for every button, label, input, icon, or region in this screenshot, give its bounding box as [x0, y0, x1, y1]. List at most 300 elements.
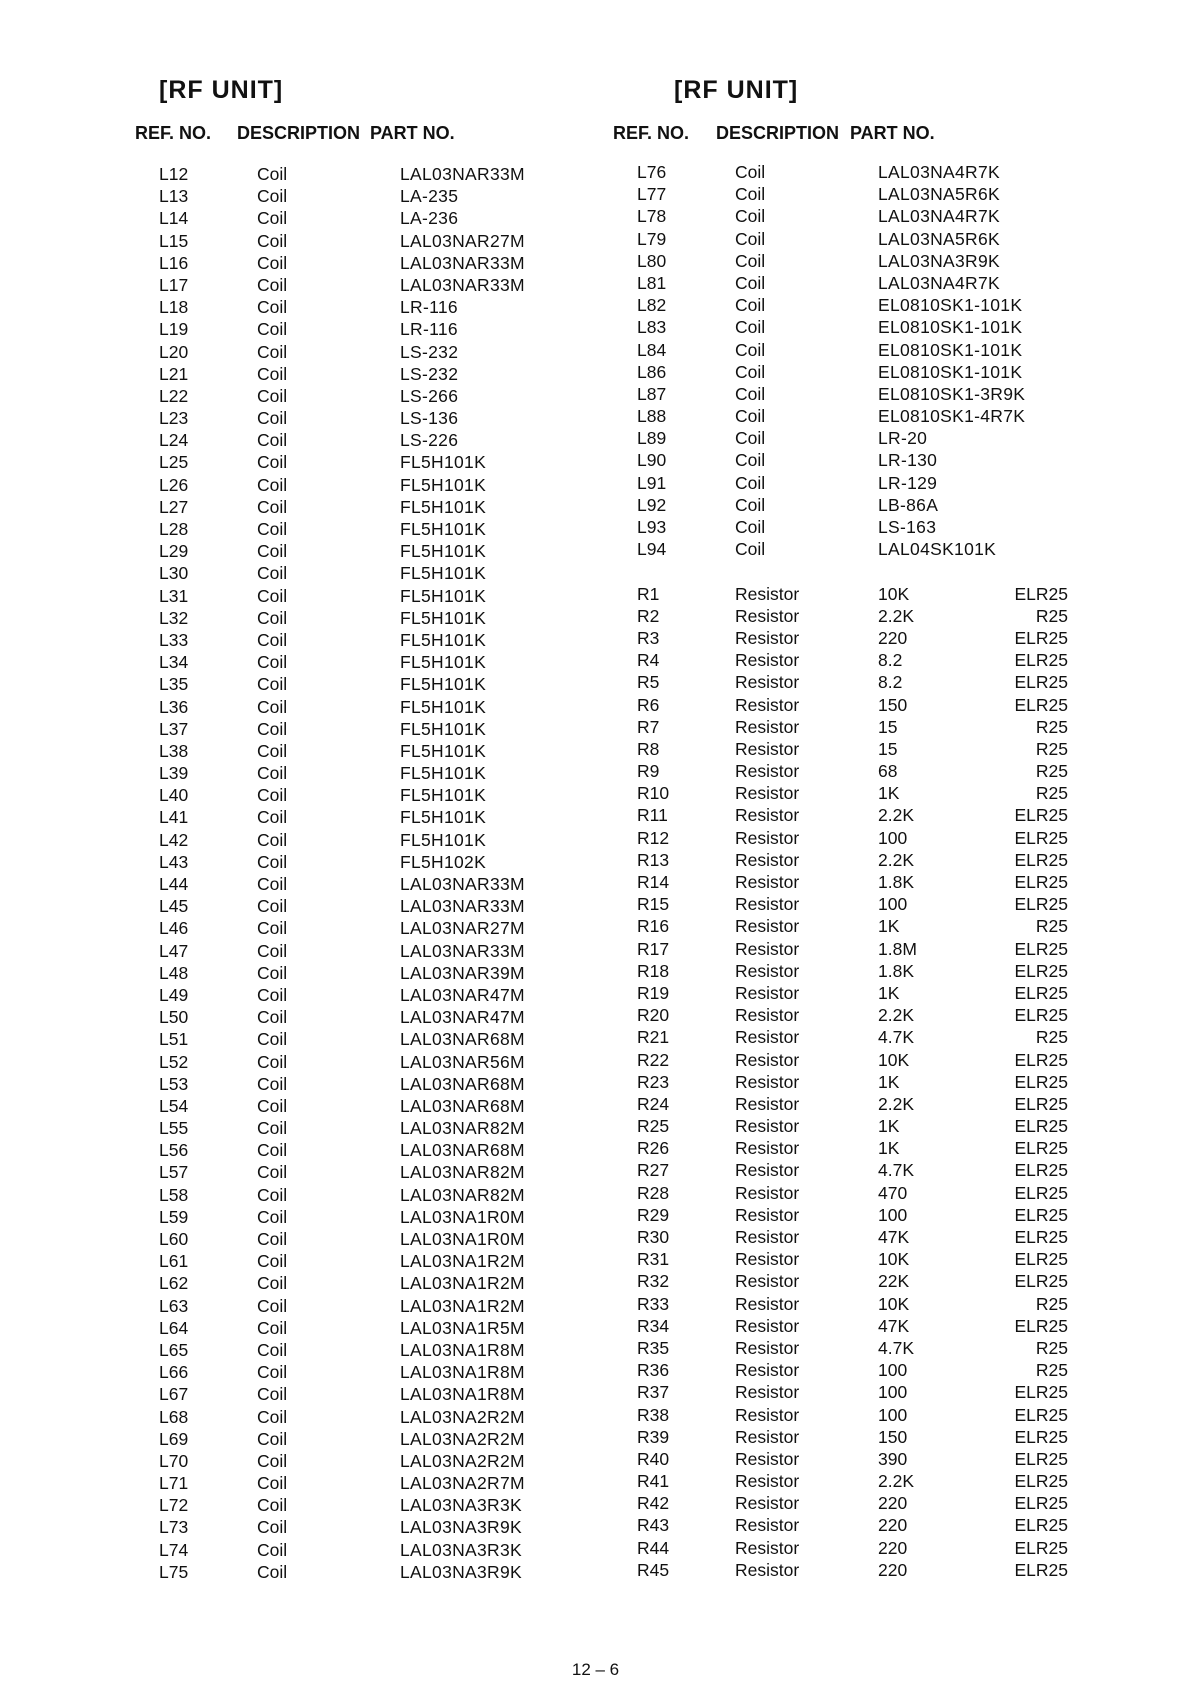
- resistor-type: ELR25: [1014, 1093, 1068, 1114]
- description: Coil: [257, 408, 288, 429]
- description: Coil: [257, 1384, 288, 1405]
- description: Coil: [257, 1406, 288, 1427]
- description: Resistor: [735, 1160, 800, 1181]
- header-description: DESCRIPTION: [716, 123, 840, 143]
- ref-no: R27: [637, 1160, 670, 1181]
- description: Resistor: [735, 783, 800, 804]
- resistor-value: 150: [878, 1426, 908, 1447]
- part-no: FL5H102K: [400, 851, 487, 872]
- ref-no: L57: [159, 1162, 189, 1183]
- ref-no: R37: [637, 1382, 670, 1403]
- description: Coil: [257, 385, 288, 406]
- resistor-value: 390: [878, 1448, 908, 1469]
- ref-no: L80: [637, 250, 667, 271]
- description: Coil: [257, 1561, 288, 1582]
- ref-no: L26: [159, 474, 189, 495]
- resistor-value: 470: [878, 1182, 908, 1203]
- description: Coil: [735, 383, 766, 404]
- part-no: LAL03NA3R3K: [400, 1539, 522, 1560]
- part-no: LR-116: [400, 319, 458, 340]
- description: Resistor: [735, 738, 800, 759]
- part-no: LAL03NA3R9K: [400, 1561, 522, 1582]
- ref-no: L19: [159, 319, 189, 340]
- part-no: LR-20: [878, 428, 928, 449]
- part-no: LAL03NA1R0M: [400, 1206, 525, 1227]
- description: Coil: [735, 206, 766, 227]
- ref-no: L28: [159, 519, 189, 539]
- description: Resistor: [735, 605, 800, 626]
- description: Coil: [735, 272, 766, 293]
- resistor-value: 10K: [878, 1293, 910, 1314]
- description: Resistor: [735, 960, 800, 981]
- description: Resistor: [735, 1515, 800, 1536]
- resistor-type: ELR25: [1014, 894, 1068, 915]
- ref-no: L27: [159, 496, 189, 517]
- ref-no: L20: [159, 341, 189, 362]
- resistor-type: ELR25: [1014, 1471, 1068, 1492]
- ref-no: R19: [637, 982, 670, 1003]
- description: Resistor: [735, 894, 800, 915]
- ref-no: R18: [637, 960, 670, 981]
- ref-no: R39: [637, 1426, 670, 1447]
- resistor-type: ELR25: [1014, 805, 1068, 826]
- description: Resistor: [735, 1116, 800, 1137]
- description: Coil: [735, 361, 766, 382]
- part-no: LAL03NAR33M: [400, 896, 525, 917]
- resistor-type: ELR25: [1014, 960, 1068, 981]
- description: Coil: [735, 184, 766, 205]
- description: Resistor: [735, 1204, 800, 1225]
- ref-no: R32: [637, 1271, 670, 1292]
- resistor-type: R25: [1035, 916, 1068, 937]
- ref-no: L93: [637, 517, 667, 537]
- resistor-type: ELR25: [1014, 1271, 1068, 1292]
- description: Coil: [735, 450, 766, 471]
- resistor-type: R25: [1035, 1337, 1068, 1358]
- ref-no: R28: [637, 1182, 670, 1203]
- ref-no: L51: [159, 1029, 189, 1050]
- part-no: LAL03NA2R2M: [400, 1406, 525, 1427]
- ref-no: L46: [159, 918, 189, 939]
- description: Coil: [257, 918, 288, 939]
- description: Coil: [257, 962, 288, 983]
- ref-no: L54: [159, 1095, 189, 1116]
- description: Resistor: [735, 1493, 800, 1514]
- ref-no: L72: [159, 1495, 189, 1516]
- ref-no: L24: [159, 430, 189, 451]
- description: Coil: [257, 363, 288, 384]
- description: Coil: [257, 208, 288, 229]
- part-no: FL5H101K: [400, 474, 487, 495]
- description: Coil: [257, 1339, 288, 1360]
- description: Coil: [257, 1051, 288, 1072]
- resistor-type: R25: [1035, 1027, 1068, 1048]
- part-no: LS-163: [878, 517, 937, 537]
- part-no: LR-130: [878, 450, 938, 471]
- ref-no: R34: [637, 1315, 670, 1336]
- resistor-value: 1.8M: [878, 938, 917, 959]
- ref-no: L67: [159, 1384, 189, 1405]
- part-no: LR-116: [400, 297, 458, 318]
- description: Resistor: [735, 1471, 800, 1492]
- ref-no: L31: [159, 585, 189, 606]
- description: Coil: [257, 230, 288, 251]
- resistor-value: 15: [878, 738, 898, 759]
- description: Coil: [257, 1317, 288, 1338]
- resistor-value: 150: [878, 694, 908, 715]
- ref-no: L59: [159, 1206, 189, 1227]
- description: Resistor: [735, 583, 800, 604]
- ref-no: R21: [637, 1027, 670, 1048]
- part-no: FL5H101K: [400, 807, 487, 828]
- ref-no: R13: [637, 849, 670, 870]
- ref-no: L49: [159, 984, 189, 1005]
- description: Resistor: [735, 627, 800, 648]
- description: Coil: [735, 317, 766, 338]
- part-no: FL5H101K: [400, 563, 487, 584]
- ref-no: R24: [637, 1093, 670, 1114]
- resistor-type: ELR25: [1014, 1071, 1068, 1092]
- part-no: LAL03NAR68M: [400, 1140, 525, 1161]
- description: Coil: [257, 763, 288, 784]
- part-no: LAL03NA5R6K: [878, 228, 1000, 249]
- description: Resistor: [735, 1293, 800, 1314]
- ref-no: R33: [637, 1293, 670, 1314]
- part-no: LB-86A: [878, 494, 939, 515]
- part-no: EL0810SK1-3R9K: [878, 383, 1026, 404]
- part-no: EL0810SK1-101K: [878, 361, 1023, 382]
- part-no: LAL03NA4R7K: [878, 206, 1000, 227]
- part-no: FL5H101K: [400, 674, 487, 695]
- description: Resistor: [735, 916, 800, 937]
- resistor-value: 2.2K: [878, 1093, 914, 1114]
- ref-no: L65: [159, 1339, 189, 1360]
- resistor-type: ELR25: [1014, 1204, 1068, 1225]
- resistor-value: 4.7K: [878, 1337, 914, 1358]
- part-no: LAL03NA1R2M: [400, 1251, 525, 1272]
- description: Resistor: [735, 982, 800, 1003]
- part-no: LAL03NAR68M: [400, 1073, 525, 1094]
- ref-no: L79: [637, 228, 667, 249]
- part-no: LAL03NAR82M: [400, 1184, 525, 1205]
- part-no: LAL03NAR56M: [400, 1051, 525, 1072]
- part-no: LAL03NA5R6K: [878, 184, 1000, 205]
- part-no: LA-236: [400, 208, 459, 229]
- resistor-value: 22K: [878, 1271, 910, 1292]
- description: Coil: [257, 1095, 288, 1116]
- ref-no: R4: [637, 650, 660, 671]
- ref-no: L89: [637, 428, 667, 449]
- description: Coil: [257, 1539, 288, 1560]
- resistor-type: ELR25: [1014, 1138, 1068, 1159]
- part-no: LAL04SK101K: [878, 539, 997, 560]
- ref-no: R16: [637, 916, 670, 937]
- part-no: LAL03NAR27M: [400, 230, 525, 251]
- part-no: LAL03NA4R7K: [878, 272, 1000, 293]
- resistor-value: 1.8K: [878, 872, 914, 892]
- part-no: LAL03NA1R8M: [400, 1339, 525, 1360]
- resistor-type: ELR25: [1014, 1382, 1068, 1403]
- description: Resistor: [735, 1027, 800, 1048]
- ref-no: L34: [159, 652, 189, 673]
- ref-no: L30: [159, 563, 189, 584]
- resistor-value: 100: [878, 1204, 908, 1225]
- ref-no: L29: [159, 541, 189, 562]
- ref-no: L92: [637, 494, 667, 515]
- description: Coil: [257, 341, 288, 362]
- part-no: LA-235: [400, 186, 459, 207]
- description: Coil: [257, 896, 288, 917]
- resistor-value: 2.2K: [878, 1471, 914, 1492]
- description: Coil: [257, 1029, 288, 1050]
- resistor-value: 15: [878, 716, 898, 737]
- part-no: LAL03NAR82M: [400, 1118, 525, 1139]
- part-no: LAL03NAR27M: [400, 918, 525, 939]
- description: Coil: [257, 252, 288, 273]
- resistor-type: R25: [1035, 783, 1068, 804]
- description: Coil: [257, 164, 288, 184]
- resistor-value: 1K: [878, 982, 900, 1003]
- description: Resistor: [735, 1537, 800, 1558]
- description: Resistor: [735, 1049, 800, 1070]
- description: Coil: [735, 295, 766, 316]
- ref-no: R3: [637, 627, 660, 648]
- part-no: EL0810SK1-101K: [878, 317, 1023, 338]
- part-no: LAL03NAR47M: [400, 1007, 525, 1028]
- resistor-type: ELR25: [1014, 1493, 1068, 1514]
- description: Resistor: [735, 1360, 800, 1381]
- description: Coil: [257, 563, 288, 584]
- description: Coil: [257, 519, 288, 539]
- description: Coil: [257, 496, 288, 517]
- description: Coil: [735, 339, 766, 360]
- part-no: FL5H101K: [400, 585, 487, 606]
- ref-no: R41: [637, 1471, 670, 1492]
- description: Coil: [257, 186, 288, 207]
- resistor-type: R25: [1035, 605, 1068, 626]
- ref-no: L38: [159, 740, 189, 761]
- resistor-value: 1K: [878, 1138, 900, 1159]
- part-no: EL0810SK1-4R7K: [878, 406, 1026, 427]
- part-no: LAL03NA1R2M: [400, 1273, 525, 1294]
- ref-no: L17: [159, 274, 189, 295]
- resistor-value: 2.2K: [878, 805, 914, 826]
- description: Resistor: [735, 1404, 800, 1425]
- ref-no: L63: [159, 1295, 189, 1316]
- description: Coil: [257, 652, 288, 673]
- part-no: LAL03NAR82M: [400, 1162, 525, 1183]
- resistor-value: 100: [878, 894, 908, 915]
- description: Coil: [257, 452, 288, 473]
- part-no: FL5H101K: [400, 629, 487, 650]
- resistor-value: 100: [878, 1360, 908, 1381]
- part-no: LS-266: [400, 385, 459, 406]
- ref-no: L88: [637, 406, 667, 427]
- resistor-value: 4.7K: [878, 1160, 914, 1181]
- ref-no: L81: [637, 272, 667, 293]
- ref-no: R10: [637, 783, 670, 804]
- resistor-type: R25: [1035, 761, 1068, 782]
- resistor-type: ELR25: [1014, 694, 1068, 715]
- ref-no: L75: [159, 1561, 189, 1582]
- resistor-value: 1K: [878, 916, 900, 937]
- header-part-no: PART NO.: [850, 123, 935, 143]
- ref-no: L68: [159, 1406, 189, 1427]
- description: Coil: [257, 1273, 288, 1294]
- description: Resistor: [735, 872, 800, 892]
- description: Coil: [257, 740, 288, 761]
- resistor-type: R25: [1035, 738, 1068, 759]
- resistor-type: ELR25: [1014, 583, 1068, 604]
- part-no: FL5H101K: [400, 496, 487, 517]
- ref-no: L16: [159, 252, 189, 273]
- ref-no: L87: [637, 383, 667, 404]
- description: Coil: [257, 585, 288, 606]
- ref-no: R38: [637, 1404, 670, 1425]
- ref-no: L56: [159, 1140, 189, 1161]
- ref-no: L37: [159, 718, 189, 739]
- resistor-type: R25: [1035, 1360, 1068, 1381]
- part-no: LAL03NA4R7K: [878, 162, 1000, 182]
- resistor-value: 2.2K: [878, 605, 914, 626]
- description: Coil: [257, 874, 288, 894]
- part-no: FL5H101K: [400, 718, 487, 739]
- resistor-value: 220: [878, 1515, 908, 1536]
- description: Resistor: [735, 1382, 800, 1403]
- description: Coil: [257, 851, 288, 872]
- ref-no: R42: [637, 1493, 670, 1514]
- ref-no: L60: [159, 1229, 189, 1249]
- ref-no: L58: [159, 1184, 189, 1205]
- ref-no: L94: [637, 539, 667, 560]
- description: Coil: [257, 319, 288, 340]
- ref-no: R7: [637, 716, 660, 737]
- resistor-type: ELR25: [1014, 1227, 1068, 1247]
- ref-no: L40: [159, 785, 189, 806]
- ref-no: L73: [159, 1517, 189, 1538]
- ref-no: L35: [159, 674, 189, 695]
- description: Coil: [735, 228, 766, 249]
- header-ref-no: REF. NO.: [613, 123, 690, 143]
- resistor-value: 220: [878, 1493, 908, 1514]
- ref-no: L33: [159, 629, 189, 650]
- part-no: LAL03NA1R5M: [400, 1317, 525, 1338]
- ref-no: L52: [159, 1051, 189, 1072]
- ref-no: R1: [637, 583, 660, 604]
- ref-no: R31: [637, 1249, 670, 1270]
- resistor-type: ELR25: [1014, 1448, 1068, 1469]
- resistor-value: 1.8K: [878, 960, 914, 981]
- description: Resistor: [735, 849, 800, 870]
- ref-no: L25: [159, 452, 189, 473]
- ref-no: L43: [159, 851, 189, 872]
- part-no: LAL03NAR39M: [400, 962, 525, 983]
- ref-no: L50: [159, 1007, 189, 1028]
- ref-no: R9: [637, 761, 660, 782]
- ref-no: L71: [159, 1473, 189, 1494]
- resistor-value: 100: [878, 1382, 908, 1403]
- description: Coil: [735, 539, 766, 560]
- description: Coil: [257, 785, 288, 806]
- ref-no: L48: [159, 962, 189, 983]
- description: Resistor: [735, 694, 800, 715]
- description: Resistor: [735, 1093, 800, 1114]
- part-no: LAL03NAR33M: [400, 874, 525, 894]
- resistor-value: 10K: [878, 1249, 910, 1270]
- description: Coil: [257, 807, 288, 828]
- description: Resistor: [735, 1315, 800, 1336]
- description: Coil: [257, 829, 288, 850]
- ref-no: L77: [637, 184, 667, 205]
- part-no: LAL03NAR33M: [400, 164, 525, 184]
- ref-no: L55: [159, 1118, 189, 1139]
- ref-no: L39: [159, 763, 189, 784]
- description: Coil: [257, 1473, 288, 1494]
- description: Coil: [257, 1362, 288, 1383]
- description: Coil: [257, 1206, 288, 1227]
- resistor-value: 2.2K: [878, 1005, 914, 1026]
- ref-no: L13: [159, 186, 189, 207]
- ref-no: L62: [159, 1273, 189, 1294]
- ref-no: R30: [637, 1227, 670, 1247]
- resistor-type: ELR25: [1014, 672, 1068, 693]
- resistor-type: R25: [1035, 716, 1068, 737]
- ref-no: L14: [159, 208, 189, 229]
- ref-no: R43: [637, 1515, 670, 1536]
- ref-no: R45: [637, 1559, 670, 1580]
- part-no: LAL03NAR68M: [400, 1029, 525, 1050]
- part-no: FL5H101K: [400, 541, 487, 562]
- description: Resistor: [735, 938, 800, 959]
- resistor-type: R25: [1035, 1293, 1068, 1314]
- ref-no: L53: [159, 1073, 189, 1094]
- header-description: DESCRIPTION: [237, 123, 361, 143]
- resistor-value: 2.2K: [878, 849, 914, 870]
- ref-no: L69: [159, 1428, 189, 1449]
- resistor-type: ELR25: [1014, 982, 1068, 1003]
- ref-no: L44: [159, 874, 189, 894]
- ref-no: L76: [637, 162, 667, 182]
- description: Resistor: [735, 1182, 800, 1203]
- description: Coil: [735, 472, 766, 493]
- description: Resistor: [735, 1005, 800, 1026]
- part-no: LR-129: [878, 472, 938, 493]
- ref-no: R12: [637, 827, 670, 848]
- resistor-value: 8.2: [878, 650, 903, 671]
- resistor-type: ELR25: [1014, 938, 1068, 959]
- description: Resistor: [735, 1559, 800, 1580]
- description: Resistor: [735, 650, 800, 671]
- resistor-value: 220: [878, 1559, 908, 1580]
- description: Coil: [257, 1450, 288, 1471]
- ref-no: L82: [637, 295, 667, 316]
- description: Coil: [257, 629, 288, 650]
- ref-no: R6: [637, 694, 660, 715]
- ref-no: L66: [159, 1362, 189, 1383]
- resistor-value: 1K: [878, 783, 900, 804]
- part-no: LS-136: [400, 408, 459, 429]
- resistor-value: 1K: [878, 1071, 900, 1092]
- description: Coil: [257, 984, 288, 1005]
- description: Coil: [257, 1495, 288, 1516]
- part-no: FL5H101K: [400, 829, 487, 850]
- description: Coil: [735, 162, 766, 182]
- section-title: [RF UNIT]: [674, 76, 799, 104]
- description: Coil: [257, 607, 288, 628]
- ref-no: L42: [159, 829, 189, 850]
- ref-no: L21: [159, 363, 189, 384]
- resistor-value: 47K: [878, 1315, 910, 1336]
